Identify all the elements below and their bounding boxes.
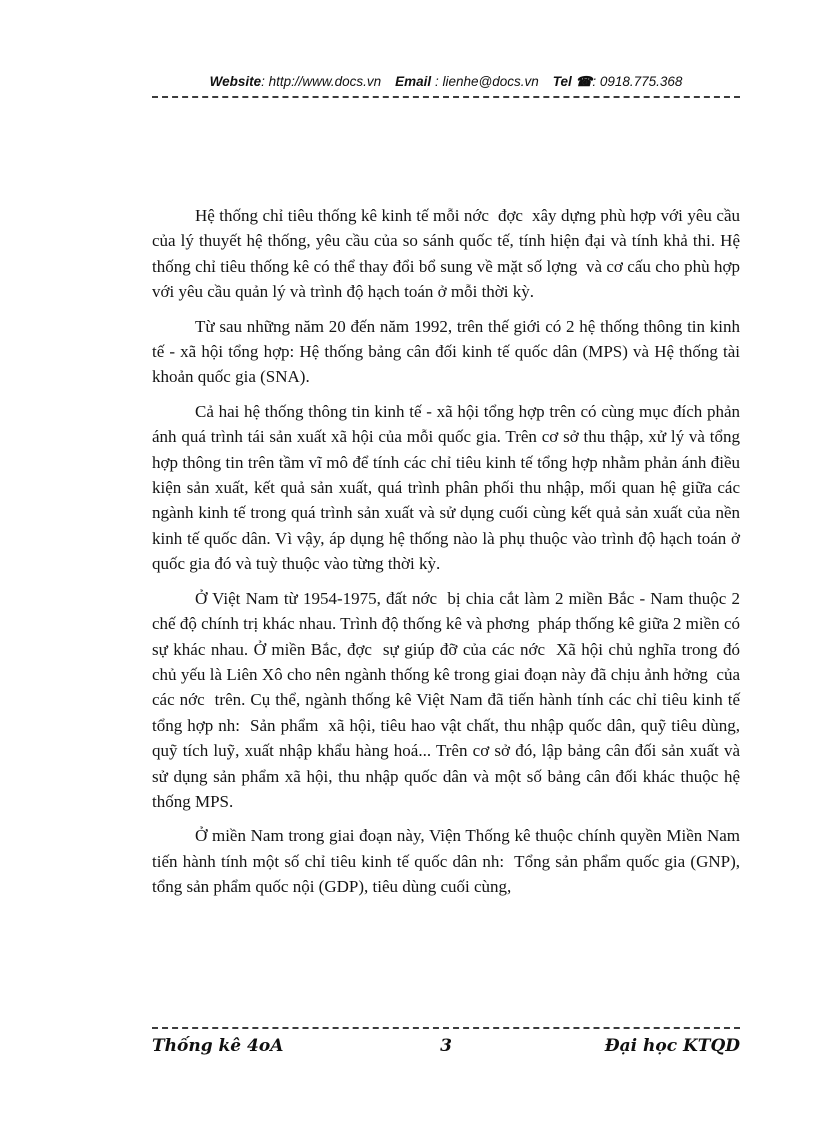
- paragraph-5: Ở miền Nam trong giai đoạn này, Viện Thống kê thuộc chính quyền Miền Nam tiến hành tính một số chỉ tiêu kinh tế quốc dân nh: Tổng sản phẩm quốc gia (GNP), tổng sản phẩm quốc nội (GDP), tiêu dùng cuối cùng,: [152, 826, 745, 897]
- paragraph-2: Từ sau những năm 20 đến năm 1992, trên thế giới có 2 hệ thống thông tin kinh tế - xã hội tổng hợp: Hệ thống bảng cân đối kinh tế quốc dân (MPS) và Hệ thống tài khoản quốc gia (SNA).: [152, 316, 745, 387]
- paragraph-1: Hệ thống chỉ tiêu thống kê kinh tế mỗi nớc đợc xây dựng phù hợp với yêu cầu của lý thuyết hệ thống, yêu cầu của so sánh quốc tế, tính hiện đại và tính khả thi. Hệ thống chỉ tiêu thống kê có thể thay đổi bổ sung về mặt số lợng và cơ cấu cho phù hợp với yêu cầu quản lý và trình độ hạch toán ở mỗi thời kỳ.: [152, 206, 745, 302]
- paragraph-3: Cả hai hệ thống thông tin kinh tế - xã hội tổng hợp trên có cùng mục đích phản ánh quá trình tái sản xuất xã hội của mỗi quốc gia. Trên cơ sở thu thập, xử lý và tổng hợp thông tin trên tầm vĩ mô để tính các chỉ tiêu kinh tế tổng hợp nhằm phản ánh điều kiện sản xuất, kết quả sản xuất, quá trình phân phối thu nhập, mối quan hệ giữa các ngành kinh tế trong quá trình sản xuất và sử dụng cuối cùng kết quả sản xuất của nền kinh tế quốc dân. Vì vậy, áp dụng hệ thống nào là phụ thuộc vào trình độ hạch toán ở quốc gia đó và tuỳ thuộc vào từng thời kỳ.: [152, 401, 745, 574]
- page-footer: [152, 1036, 740, 1056]
- page-header: [152, 74, 740, 90]
- website-label: Website: [209, 74, 262, 89]
- tel-value: : 0918.775.368: [592, 74, 683, 89]
- paragraph-4: Ở Việt Nam từ 1954-1975, đất nớc bị chia cắt làm 2 miền Bắc - Nam thuộc 2 chế độ chính trị khác nhau. Trình độ thống kê và phơng pháp thống kê giữa 2 miền có sự khác nhau. Ở miền Bắc, đợc sự giúp đỡ của các nớc Xã hội chủ nghĩa trong đó chủ yếu là Liên Xô cho nên ngành thống kê trong giai đoạn này đã chịu ảnh hởng của các nớc trên. Cụ thể, ngành thống kê Việt Nam đã tiến hành tính các chỉ tiêu kinh tế tổng hợp nh: Sản phẩm xã hội, tiêu hao vật chất, thu nhập quốc dân, quỹ tiêu dùng, quỹ tích luỹ, xuất nhập khẩu hàng hoá... Trên cơ sở đó, lập bảng cân đối sản xuất và sử dụng sản phẩm xã hội, thu nhập quốc dân và một số bảng cân đối khác thuộc hệ thống MPS.: [152, 588, 745, 811]
- document-body: [152, 203, 745, 909]
- footer-divider: [152, 1027, 740, 1029]
- website-value: : http://www.docs.vn: [261, 74, 382, 89]
- footer-page-number: 3: [440, 1036, 452, 1056]
- phone-icon: ☎: [575, 74, 593, 89]
- email-label: Email: [395, 74, 432, 89]
- footer-class-name: Thống kê 4oA: [152, 1036, 284, 1056]
- email-value: : lienhe@docs.vn: [434, 74, 539, 89]
- footer-school-name: Đại học KTQD: [604, 1036, 740, 1056]
- header-divider: [152, 96, 740, 98]
- tel-label: Tel: [552, 74, 572, 89]
